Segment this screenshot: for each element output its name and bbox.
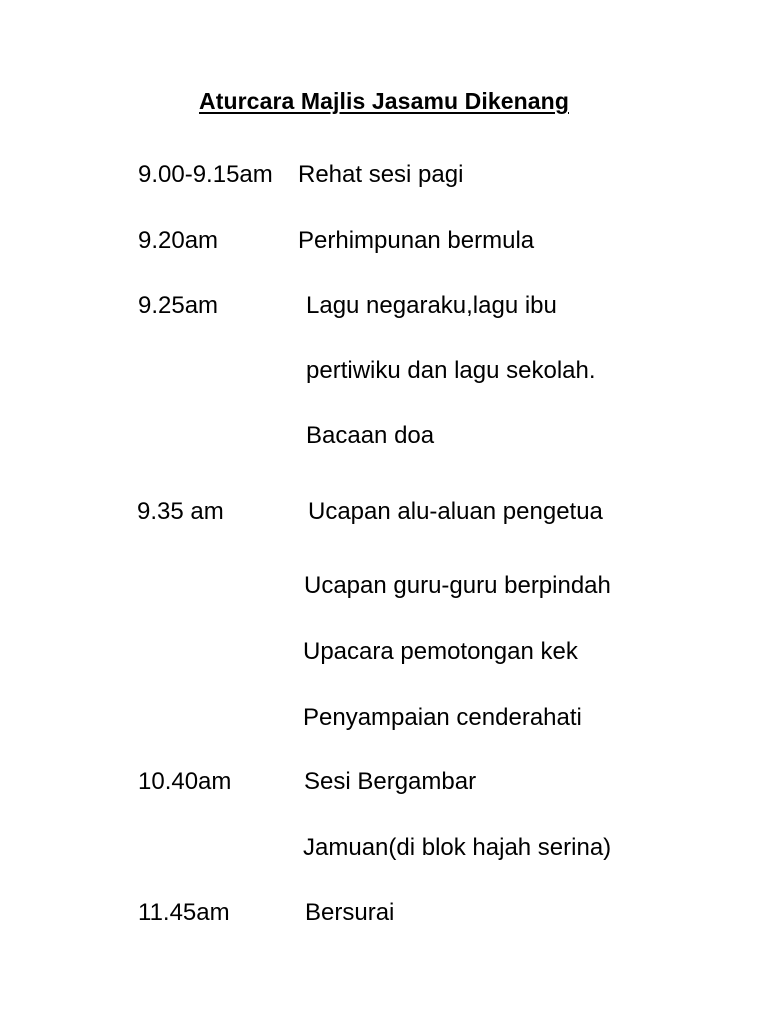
row-time: 10.40am [138, 768, 232, 795]
row-activity: Rehat sesi pagi [298, 161, 464, 188]
row-activity: Upacara pemotongan kek [303, 638, 578, 665]
row-activity: Penyampaian cenderahati [303, 704, 582, 731]
row-activity: Lagu negaraku,lagu ibu [306, 292, 557, 319]
row-activity: Bersurai [305, 899, 395, 926]
row-activity: Sesi Bergambar [304, 768, 477, 795]
row-activity: Perhimpunan bermula [298, 227, 535, 254]
row-time: 9.00-9.15am [138, 161, 273, 188]
document-title: Aturcara Majlis Jasamu Dikenang [199, 88, 569, 114]
row-activity: Ucapan alu-aluan pengetua [308, 498, 603, 525]
row-activity: Bacaan doa [306, 422, 435, 449]
row-time: 9.35 am [137, 498, 224, 525]
row-activity: Jamuan(di blok hajah serina) [303, 834, 612, 861]
row-time: 9.25am [138, 292, 219, 319]
row-activity: Ucapan guru-guru berpindah [304, 572, 611, 599]
row-activity: pertiwiku dan lagu sekolah. [306, 357, 596, 384]
row-time: 11.45am [138, 899, 230, 926]
row-time: 9.20am [138, 227, 219, 254]
